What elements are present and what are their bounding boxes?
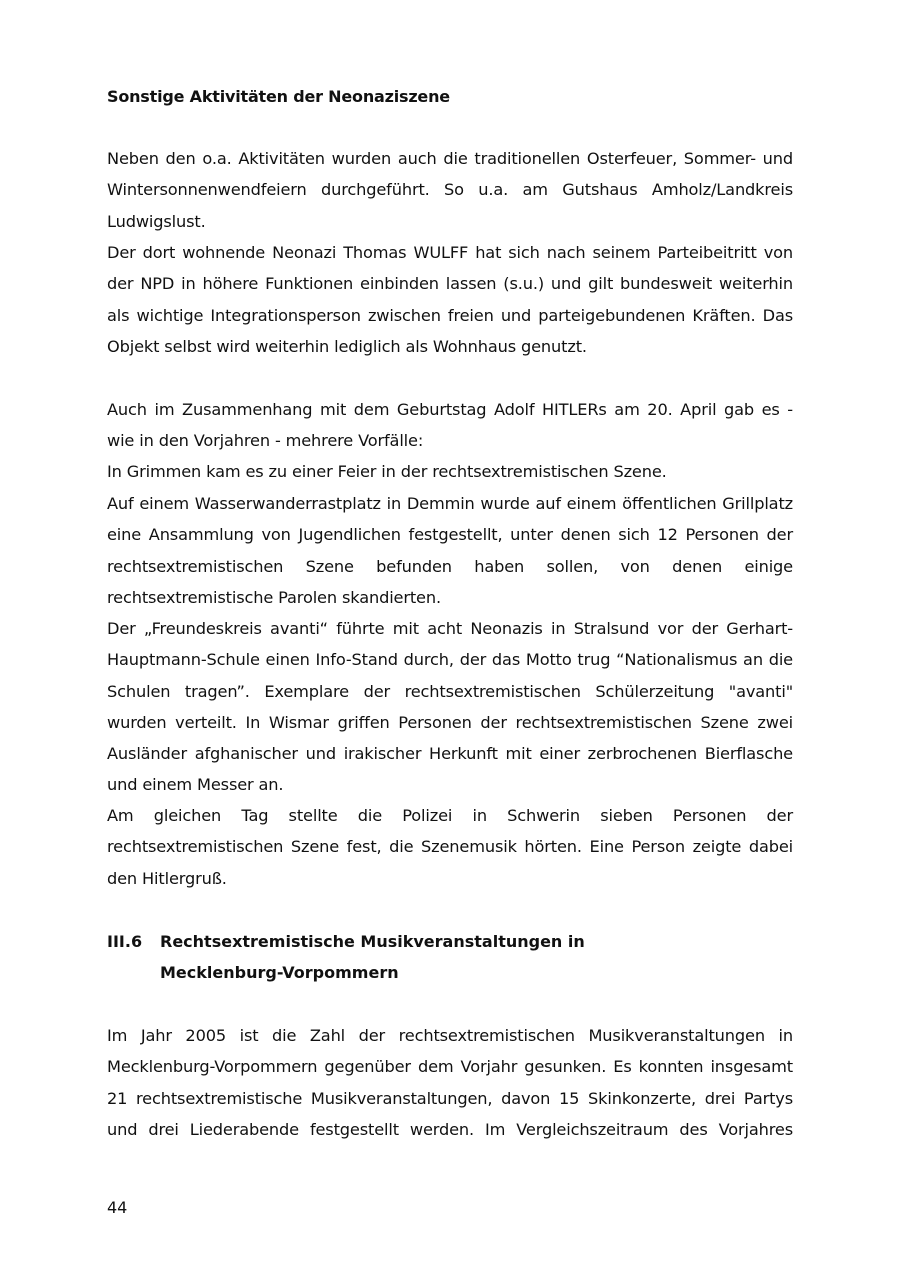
text-line: rechtsextremistische Parolen skandierten. bbox=[107, 587, 441, 607]
paragraph bbox=[107, 237, 793, 362]
text-line: 21 rechtsextremistische Musikveranstaltungen, davon 15 Skinkonzerte, drei Partys bbox=[107, 1088, 793, 1108]
section-title-line: Rechtsextremistische Musikveranstaltungen in bbox=[160, 932, 585, 951]
text-line: als wichtige Integrationsperson zwischen freien und parteigebundenen Kräften. Das bbox=[107, 305, 793, 325]
text-line: Schulen tragen”. Exemplare der rechtsextremistischen Schülerzeitung "avanti" bbox=[107, 681, 793, 701]
paragraph bbox=[107, 800, 793, 894]
text-line: und drei Liederabende festgestellt werden. Im Vergleichszeitraum des Vorjahres bbox=[107, 1119, 793, 1139]
text-line: Im Jahr 2005 ist die Zahl der rechtsextremistischen Musikveranstaltungen in bbox=[107, 1026, 793, 1045]
text-line: Ausländer afghanischer und irakischer Herkunft mit einer zerbrochenen Bierflasche bbox=[107, 744, 793, 764]
text-line: rechtsextremistischen Szene befunden haben sollen, von denen einige bbox=[107, 556, 793, 576]
text-line: wie in den Vorjahren - mehrere Vorfälle: bbox=[107, 431, 424, 451]
text-line: Ludwigslust. bbox=[107, 211, 206, 231]
section-heading: Sonstige Aktivitäten der Neonaziszene bbox=[107, 87, 450, 106]
section-title bbox=[160, 926, 585, 989]
text-line: Der „Freundeskreis avanti“ führte mit acht Neonazis in Stralsund vor der Gerhart- bbox=[107, 619, 793, 638]
text-line: Wintersonnenwendfeiern durchgeführt. So u.a. am Gutshaus Amholz/Landkreis bbox=[107, 180, 793, 200]
paragraph bbox=[107, 456, 793, 487]
text-line: rechtsextremistischen Szene fest, die Szenemusik hörten. Eine Person zeigte dabei bbox=[107, 837, 793, 857]
paragraph bbox=[107, 488, 793, 613]
page-number: 44 bbox=[107, 1198, 128, 1217]
paragraph bbox=[107, 1020, 793, 1145]
section-title-line: Mecklenburg-Vorpommern bbox=[160, 963, 399, 983]
text-line: und einem Messer an. bbox=[107, 775, 284, 795]
text-line: Neben den o.a. Aktivitäten wurden auch die traditionellen Osterfeuer, Sommer- und bbox=[107, 149, 793, 168]
text-line: den Hitlergruß. bbox=[107, 868, 227, 888]
text-line: Der dort wohnende Neonazi Thomas WULFF hat sich nach seinem Parteibeitritt von bbox=[107, 243, 793, 262]
text-line: Hauptmann-Schule einen Info-Stand durch, der das Motto trug “Nationalismus an die bbox=[107, 650, 793, 670]
paragraph bbox=[107, 394, 793, 457]
paragraph bbox=[107, 613, 793, 801]
text-line: Auf einem Wasserwanderrastplatz in Demmin wurde auf einem öffentlichen Grillplatz bbox=[107, 494, 793, 513]
text-line: eine Ansammlung von Jugendlichen festgestellt, unter denen sich 12 Personen der bbox=[107, 525, 793, 545]
text-line: Mecklenburg-Vorpommern gegenüber dem Vorjahr gesunken. Es konnten insgesamt bbox=[107, 1057, 793, 1077]
section-number: III.6 bbox=[107, 932, 143, 951]
paragraph bbox=[107, 143, 793, 237]
text-line: In Grimmen kam es zu einer Feier in der rechtsextremistischen Szene. bbox=[107, 462, 667, 481]
text-line: Am gleichen Tag stellte die Polizei in Schwerin sieben Personen der bbox=[107, 806, 793, 825]
text-line: Auch im Zusammenhang mit dem Geburtstag Adolf HITLERs am 20. April gab es - bbox=[107, 400, 793, 419]
text-line: der NPD in höhere Funktionen einbinden lassen (s.u.) und gilt bundesweit weiterhin bbox=[107, 274, 793, 294]
text-line: wurden verteilt. In Wismar griffen Personen der rechtsextremistischen Szene zwei bbox=[107, 712, 793, 732]
text-line: Objekt selbst wird weiterhin lediglich als Wohnhaus genutzt. bbox=[107, 336, 587, 356]
